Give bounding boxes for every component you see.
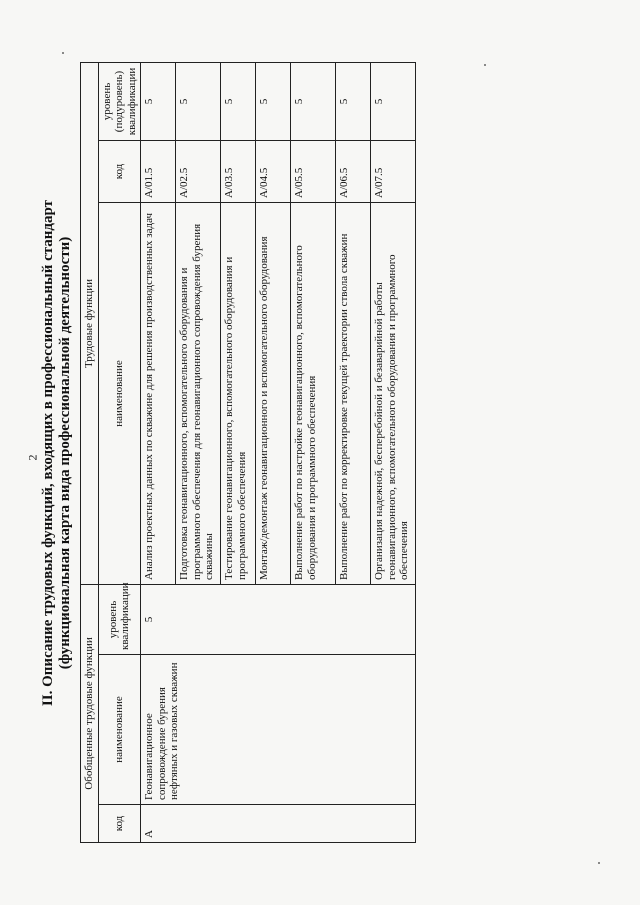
fn-name-cell: Подготовка геонавигационного, вспомогательного оборудования и программного обеспечения для геонавигационного сопровождения бурения скважины	[176, 202, 221, 584]
col-fn-level: уровень (подуровень) квалификации	[98, 62, 141, 140]
gen-level-cell: 5	[141, 584, 416, 654]
labor-functions-header: Трудовые функции	[81, 62, 99, 584]
col-gen-name: наименование	[98, 654, 141, 804]
fn-name-cell: Анализ проектных данных по скважине для решения производственных задач	[141, 202, 176, 584]
fn-code-cell: A/05.5	[291, 140, 336, 202]
fn-level-cell: 5	[256, 62, 291, 140]
functional-map-table	[80, 61, 416, 842]
fn-name-cell: Выполнение работ по настройке геонавигационного, вспомогательного оборудования и программного обеспечения	[291, 202, 336, 584]
fn-code-cell: A/06.5	[336, 140, 371, 202]
page-number: 2	[25, 454, 40, 461]
table-row	[141, 62, 176, 842]
gen-name-cell: Геонавигационное сопровождение бурения нефтяных и газовых скважин	[141, 654, 416, 804]
fn-code-cell: A/07.5	[371, 140, 416, 202]
fn-name-cell: Тестирование геонавигационного, вспомогательного оборудования и программного обеспечения	[221, 202, 256, 584]
col-gen-level: уровень квалификации	[98, 584, 141, 654]
col-fn-code: код	[98, 140, 141, 202]
col-gen-code: код	[98, 804, 141, 842]
fn-level-cell: 5	[336, 62, 371, 140]
fn-name-cell: Монтаж/демонтаж геонавигационного и вспомогательного оборудования	[256, 202, 291, 584]
fn-level-cell: 5	[141, 62, 176, 140]
title-line-2: (функциональная карта вида профессиональной деятельности)	[57, 236, 73, 669]
fn-name-cell: Организация надежной, бесперебойной и безаварийной работы геонавигационного, вспомогательного оборудования и программного обеспечения	[371, 202, 416, 584]
generalized-functions-header: Обобщенные трудовые функции	[81, 584, 99, 842]
gen-code-cell: А	[141, 804, 416, 842]
title-line-1: II. Описание трудовых функций, входящих в профессиональный стандарт	[40, 199, 56, 706]
fn-code-cell: A/04.5	[256, 140, 291, 202]
fn-name-cell: Выполнение работ по корректировке текущей траектории ствола скважин	[336, 202, 371, 584]
fn-level-cell: 5	[221, 62, 256, 140]
section-title	[40, 43, 74, 863]
fn-code-cell: A/02.5	[176, 140, 221, 202]
fn-level-cell: 5	[176, 62, 221, 140]
fn-level-cell: 5	[291, 62, 336, 140]
col-fn-name: наименование	[98, 202, 141, 584]
rotated-document-sheet	[40, 43, 600, 863]
fn-code-cell: A/01.5	[141, 140, 176, 202]
fn-level-cell: 5	[371, 62, 416, 140]
fn-code-cell: A/03.5	[221, 140, 256, 202]
